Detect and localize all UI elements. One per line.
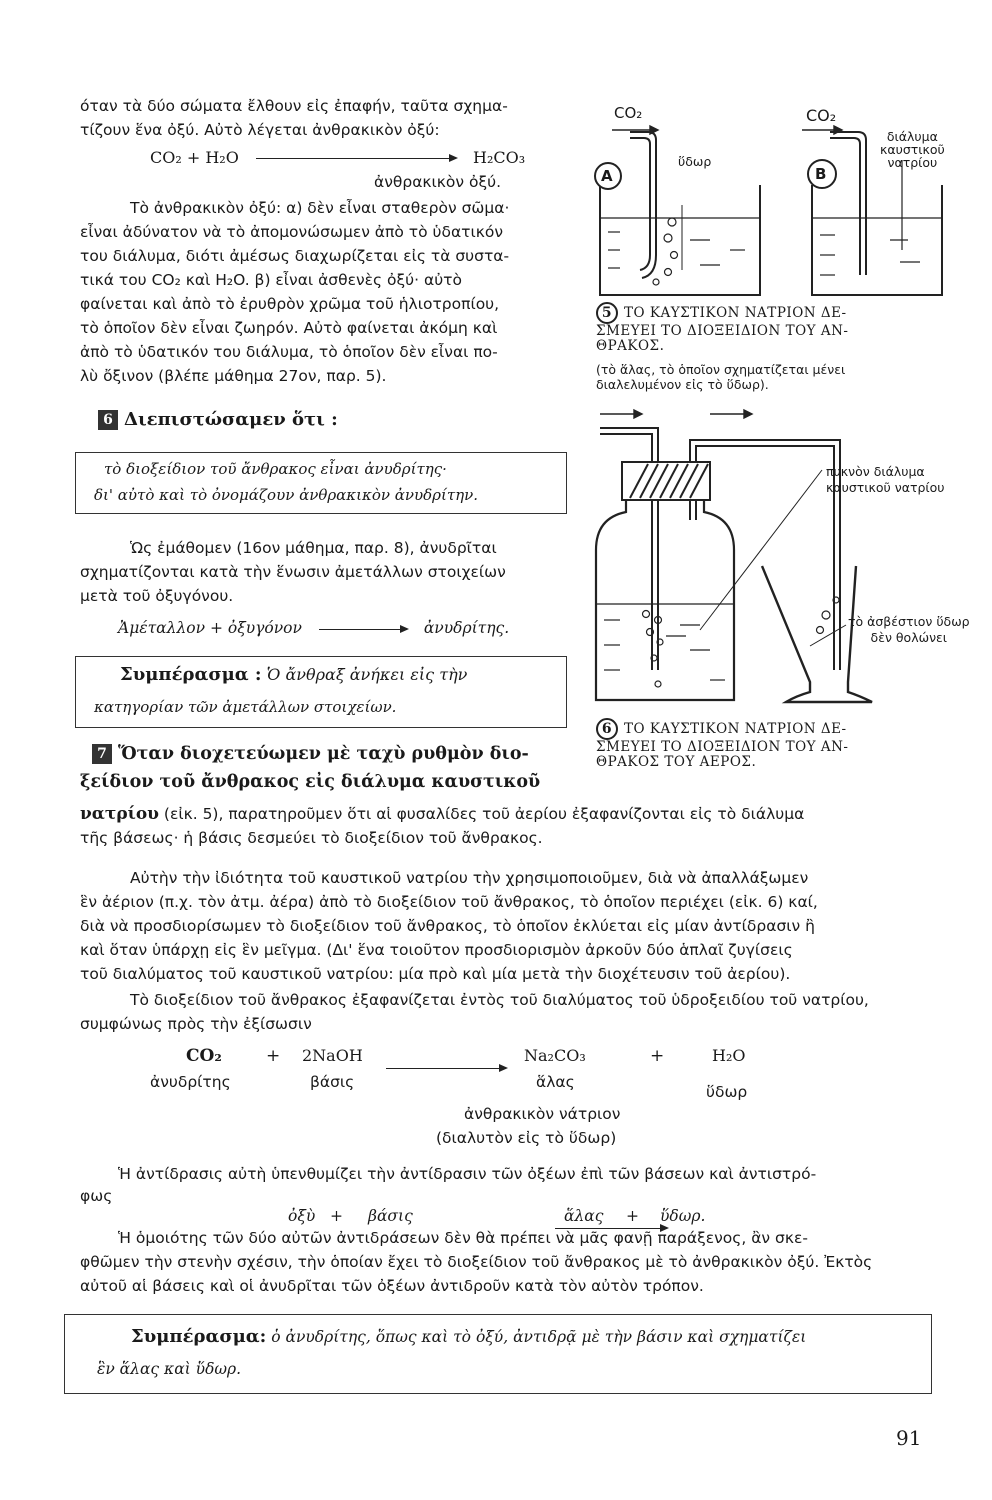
- caption-line: ΘΡΑΚΟΣ ΤΟΥ ΑΕΡΟΣ.: [596, 754, 757, 770]
- section-title: Ὅταν διοχετεύωμεν μὲ ταχὺ ρυθμὸν διο-: [118, 744, 529, 764]
- text-line: λὺ ὄξινον (βλέπε μάθημα 27ον, παρ. 5).: [80, 367, 387, 385]
- box-line: δι' αὐτὸ καὶ τὸ ὀνομάζουν ἀνθρακικὸν ἀνυδρίτην.: [94, 486, 479, 504]
- text-line: σχηματίζονται κατὰ τὴν ἕνωσιν ἀμετάλλων στοιχείων: [80, 563, 506, 581]
- naoh-label-line: διάλυμα: [886, 129, 938, 144]
- note-line: διαλελυμένον εἰς τὸ ὕδωρ).: [596, 377, 769, 392]
- figure-5-note: [596, 362, 845, 392]
- eq4-salt: ἅλας: [564, 1207, 604, 1225]
- text-line: φθῶμεν τὴν στενὴν σχέσιν, τὴν ὁποίαν ἔχει τὸ διοξείδιον τοῦ ἄνθρακος μὲ τὸ ἀνθρακικὸν ὀξύ. Ἐκτὸς: [80, 1253, 873, 1271]
- eq1-left: CO₂ + H₂O: [150, 148, 239, 167]
- eq3-plus: +: [266, 1046, 281, 1066]
- conclusion-label: Συμπέρασμα:: [131, 1326, 267, 1347]
- text-line: καὶ ὅταν ὑπάρχῃ εἰς ἓν μεῖγμα. (Δι' ἕνα τοιοῦτον προσδιορισμὸν ἀρκοῦν δύο ἁπλαῖ ζυγίσεις: [80, 941, 793, 959]
- reaction-arrow: [386, 1068, 506, 1069]
- naoh-label-line: καυστικοῦ: [880, 142, 945, 157]
- text-line: τὸ ὁποῖον δὲν εἶναι ζωηρόν. Αὐτὸ φαίνεται ἀκόμη καὶ: [80, 319, 498, 337]
- conclusion-text: Ὁ ἄνθραξ ἀνήκει εἰς τὴν: [266, 665, 468, 684]
- eq3-label: βάσις: [310, 1073, 355, 1091]
- box-line: τὸ διοξείδιον τοῦ ἄνθρακος εἶναι ἀνυδρίτης·: [104, 460, 447, 478]
- section-7-heading-line2: ξείδιον τοῦ ἄνθρακος εἰς διάλυμα καυστικοῦ: [80, 772, 541, 792]
- text-line: όταν τὰ δύο σώματα ἔλθουν εἰς ἐπαφήν, ταῦτα σχημα-: [80, 97, 508, 115]
- eq3-label: (διαλυτὸν εἰς τὸ ὕδωρ): [436, 1129, 617, 1147]
- caption-line: ΤΟ ΚΑΥΣΤΙΚΟΝ ΝΑΤΡΙΟΝ ΔΕ-: [624, 721, 847, 737]
- eq4-plus: +: [626, 1207, 639, 1225]
- co2-label-b: CO₂: [806, 106, 837, 125]
- equation-2: [118, 618, 509, 638]
- naoh-conc-label: [826, 464, 945, 496]
- co2-label-a: CO₂: [614, 104, 643, 122]
- eq3-label: ὕδωρ: [706, 1083, 748, 1101]
- eq4-acid: ὀξὺ: [288, 1207, 316, 1225]
- text-line: Ἡ ὁμοιότης τῶν δύο αὐτῶν ἀντιδράσεων δὲν θὰ πρέπει νὰ μᾶς φανῇ παράξενος, ἂν σκε-: [118, 1229, 808, 1247]
- text-line: Ἡ ἀντίδρασις αὐτὴ ὑπενθυμίζει τὴν ἀντίδρασιν τῶν ὀξέων ἐπὶ τῶν βάσεων καὶ ἀντιστρό-: [118, 1165, 817, 1183]
- reaction-arrow: [256, 158, 456, 159]
- section-number: 7: [92, 744, 112, 764]
- text-line: τίζουν ἕνα ὀξύ. Αὐτὸ λέγεται ἀνθρακικὸν ὀξύ:: [80, 121, 440, 139]
- text-line: [80, 804, 804, 824]
- text-line: τικά του CO₂ καὶ H₂O. β) εἶναι ἀσθενὲς ὀξύ· αὐτὸ: [80, 271, 462, 289]
- page-number: 91: [896, 1426, 922, 1450]
- figure-5-caption: [596, 302, 848, 354]
- caption-line: ΣΜΕΥΕΙ ΤΟ ΔΙΟΞΕΙΔΙΟΝ ΤΟΥ ΑΝ-: [596, 739, 849, 755]
- text-line: εἶναι ἀδύνατον νὰ τὸ ἀπομονώσωμεν ἀπὸ τὸ ὑδατικόν: [80, 223, 504, 241]
- eq3-label: ἀνυδρίτης: [150, 1073, 231, 1091]
- beaker-b-label: B: [815, 165, 827, 183]
- conclusion-line-2: κατηγορίαν τῶν ἀμετάλλων στοιχείων.: [94, 698, 397, 716]
- text-line: μετὰ τοῦ ὀξυγόνου.: [80, 587, 234, 605]
- text-line: φως: [80, 1187, 113, 1205]
- label-line: τὸ ἀσβέστιον ὕδωρ: [848, 614, 970, 629]
- naoh-label-line: νατρίου: [887, 155, 938, 170]
- eq3-plus: +: [650, 1046, 665, 1066]
- conclusion-line: [120, 665, 467, 685]
- text-line: Τὸ ἀνθρακικὸν ὀξύ: α) δὲν εἶναι σταθερὸν σῶμα·: [130, 199, 510, 217]
- eq2-right: ἀνυδρίτης.: [423, 619, 510, 637]
- label-line: πυκνὸν διάλυμα: [826, 464, 925, 479]
- figure-number: 5: [596, 302, 618, 324]
- figure-5: [590, 100, 960, 400]
- note-line: (τὸ ἅλας, τὸ ὁποῖον σχηματίζεται μένει: [596, 362, 846, 377]
- eq3-na2co3: Na₂CO₃: [524, 1046, 586, 1065]
- conclusion-text: ὁ ἀνυδρίτης, ὅπως καὶ τὸ ὀξύ, ἀντιδρᾷ μὲ τὴν βάσιν καὶ σχηματίζει: [271, 1328, 807, 1346]
- eq3-label: ἀνθρακικὸν νάτριον: [464, 1105, 621, 1123]
- text-span: νατρίου: [80, 804, 159, 824]
- water-label: ὕδωρ: [678, 154, 712, 169]
- text-line: ἓν ἀέριον (π.χ. τὸν ἀτμ. ἀέρα) ἀπὸ τὸ διοξείδιον τοῦ ἄνθρακος, τὸ ὁποῖον περιέχει (εἰκ. 6) καί,: [80, 893, 818, 911]
- text-span: (εἰκ. 5), παρατηροῦμεν ὅτι αἱ φυσαλίδες τοῦ ἀερίου ἐξαφανίζονται εἰς τὸ διάλυμα: [158, 805, 805, 823]
- highlight-box-1: [75, 452, 567, 514]
- eq1-label: ἀνθρακικὸν ὀξύ.: [374, 173, 502, 191]
- eq4-water: ὕδωρ.: [660, 1207, 706, 1225]
- naoh-label: [880, 130, 945, 169]
- section-6-heading: [98, 410, 338, 430]
- conclusion-line: [131, 1327, 806, 1347]
- text-line: Ὡς ἐμάθομεν (16ον μάθημα, παρ. 8), ἀνυδρῖται: [130, 539, 497, 557]
- section-7-heading: [92, 744, 529, 764]
- text-line: ἀπὸ τὸ ὑδατικόν του διάλυμα, τὸ ὁποῖον δὲν εἶναι πο-: [80, 343, 498, 361]
- text-line: τῆς βάσεως· ἡ βάσις δεσμεύει τὸ διοξείδιον τοῦ ἄνθρακος.: [80, 829, 543, 847]
- conclusion-line-2: ἓν ἅλας καὶ ὕδωρ.: [97, 1360, 242, 1378]
- text-line: αὐτοῦ αἱ βάσεις καὶ οἱ ἀνυδρῖται τῶν ὀξέων ἀντιδροῦν κατὰ τὸν αὐτὸν τρόπον.: [80, 1277, 704, 1295]
- figure-6-caption: [596, 718, 848, 770]
- text-line: Τὸ διοξείδιον τοῦ ἄνθρακος ἐξαφανίζεται ἐντὸς τοῦ διαλύματος τοῦ ὑδροξειδίου τοῦ νατρίου,: [130, 991, 869, 1009]
- label-line: καυστικοῦ νατρίου: [826, 480, 945, 495]
- label-line: δὲν θολώνει: [870, 630, 948, 645]
- text-line: συμφώνως πρὸς τὴν ἐξίσωσιν: [80, 1015, 312, 1033]
- conclusion-box-2: [64, 1314, 932, 1394]
- text-line: τοῦ διαλύματος τοῦ καυστικοῦ νατρίου: μία πρὸ καὶ μία μετὰ τὴν διοχέτευσιν τοῦ ἀερίου).: [80, 965, 791, 983]
- text-line: του διάλυμα, διότι ἀμέσως διαχωρίζεται εἰς τὰ συστα-: [80, 247, 510, 265]
- reaction-arrow: [319, 629, 407, 630]
- figure-6-drawing: [590, 400, 970, 710]
- eq3-naoh: 2NaOH: [302, 1046, 363, 1065]
- equation-1: [150, 148, 525, 168]
- eq4-base: βάσις: [368, 1207, 413, 1225]
- eq3-co2: CO₂: [186, 1046, 222, 1066]
- eq2-left: Ἀμέταλλον + ὀξυγόνον: [118, 619, 302, 637]
- text-line: φαίνεται καὶ ἀπὸ τὸ ἐρυθρὸν χρῶμα τοῦ ἡλιοτροπίου,: [80, 295, 500, 313]
- caption-line: ΘΡΑΚΟΣ.: [596, 338, 665, 354]
- limewater-label: [848, 614, 970, 646]
- conclusion-box-1: [75, 656, 567, 728]
- caption-line: ΣΜΕΥΕΙ ΤΟ ΔΙΟΞΕΙΔΙΟΝ ΤΟΥ ΑΝ-: [596, 323, 849, 339]
- conclusion-label: Συμπέρασμα :: [120, 664, 262, 685]
- section-title: Διεπιστώσαμεν ὅτι :: [124, 409, 338, 430]
- text-line: Αὐτὴν τὴν ἰδιότητα τοῦ καυστικοῦ νατρίου τὴν χρησιμοποιοῦμεν, διὰ νὰ ἀπαλλάξωμεν: [130, 869, 809, 887]
- figure-6: [590, 400, 970, 790]
- figure-number: 6: [596, 718, 618, 740]
- caption-line: ΤΟ ΚΑΥΣΤΙΚΟΝ ΝΑΤΡΙΟΝ ΔΕ-: [624, 305, 847, 321]
- beaker-a-label: A: [601, 167, 613, 185]
- eq1-right: H₂CO₃: [473, 148, 526, 167]
- eq4-plus: +: [330, 1207, 343, 1225]
- eq3-h2o: H₂O: [712, 1046, 746, 1065]
- eq3-label: ἅλας: [536, 1073, 575, 1091]
- text-line: διὰ νὰ προσδιορίσωμεν τὸ διοξείδιον τοῦ ἄνθρακος, τὸ ὁποῖον ἐκλύεται εἰς μίαν ἀντίδρασιν ἢ: [80, 917, 815, 935]
- section-number: 6: [98, 410, 118, 430]
